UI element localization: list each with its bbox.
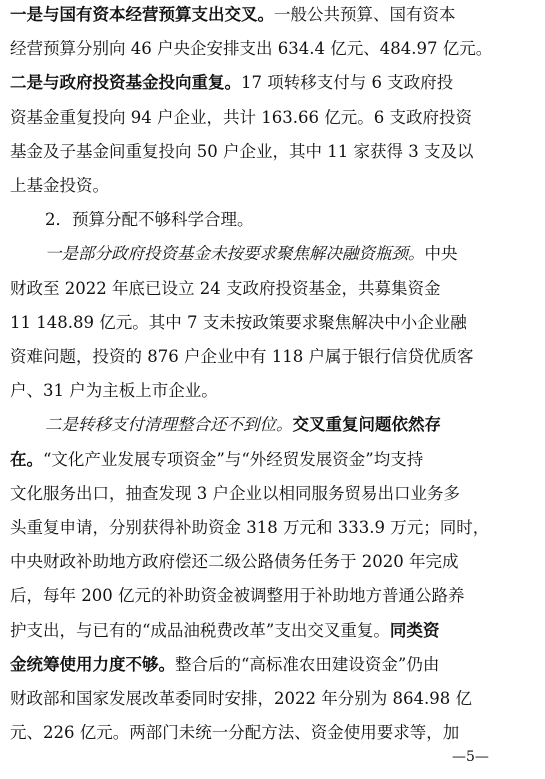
text-line: 头重复申请，分别获得补助资金 318 万元和 333.9 万元；同时， <box>10 518 490 537</box>
section-heading: 2．预算分配不够科学合理。 <box>45 210 254 230</box>
italic-heading: 一是部分政府投资基金未按要求聚焦解决融资瓶颈。 <box>45 244 425 264</box>
bold-heading: 同类资 <box>389 620 440 640</box>
text-line: 财政部和国家发展改革委同时安排，2022 年分别为 864.98 亿 <box>10 689 472 708</box>
text-line: 中央财政补助地方政府偿还二级公路债务任务于 2020 年完成 <box>10 552 459 572</box>
bold-heading: 交叉重复问题依然存 <box>292 415 441 435</box>
text-line <box>10 655 545 675</box>
body-text: “文化产业发展专项资金”与“外经贸发展资金”均支持 <box>43 449 424 469</box>
text-line: 基金及子基金间重复投向 50 户企业，其中 11 家获得 3 支及以 <box>10 141 474 161</box>
text-line: 经营预算分别向 46 户央企安排支出 634.4 亿元、484.97 亿元。 <box>10 39 493 59</box>
italic-heading: 二是转移支付清理整合还不到位。 <box>45 415 293 435</box>
page-number: —5— <box>452 749 489 765</box>
text-line: 资难问题，投资的 876 户企业中有 118 户属于银行信贷优质客 <box>10 347 474 366</box>
bold-heading: 在。 <box>10 449 43 469</box>
text-line: 财政至 2022 年底已设立 24 支政府投资基金，共募集资金 <box>10 278 441 298</box>
body-text: 整合后的“高标准农田建设资金”仍由 <box>175 654 440 674</box>
bold-heading: 金统筹使用力度不够。 <box>10 654 175 674</box>
text-line: 后，每年 200 亿元的补助资金被调整用于补助地方普通公路养 <box>10 586 465 606</box>
text-line: 文化服务出口，抽查发现 3 户企业以相同服务贸易出口业务多 <box>10 483 460 503</box>
text-line <box>10 450 545 470</box>
bold-heading: 一是与国有资本经营预算支出交叉。 <box>10 5 274 24</box>
text-line <box>45 244 545 264</box>
text-line: 上基金投资。 <box>10 176 109 195</box>
body-text: 一般公共预算、国有资本 <box>274 5 456 24</box>
text-line <box>45 415 545 435</box>
text-line: 元、226 亿元。两部门未统一分配方法、资金使用要求等，加 <box>10 723 460 743</box>
body-text: 17 项转移支付与 6 支政府投 <box>241 73 454 93</box>
text-line <box>10 621 545 641</box>
text-line: 户、31 户为主板上市企业。 <box>10 381 218 401</box>
body-text: 中央 <box>424 244 458 264</box>
text-line: 11 148.89 亿元。其中 7 支未按政策要求聚焦解决中小企业融 <box>10 312 467 332</box>
text-line: 资基金重复投向 94 户企业，共计 163.66 亿元。6 支政府投资 <box>10 107 472 127</box>
text-line <box>10 73 545 93</box>
bold-heading: 二是与政府投资基金投向重复。 <box>10 73 241 93</box>
text-line <box>10 5 545 25</box>
body-text: 护支出，与已有的“成品油税费改革”支出交叉重复。 <box>10 620 390 640</box>
